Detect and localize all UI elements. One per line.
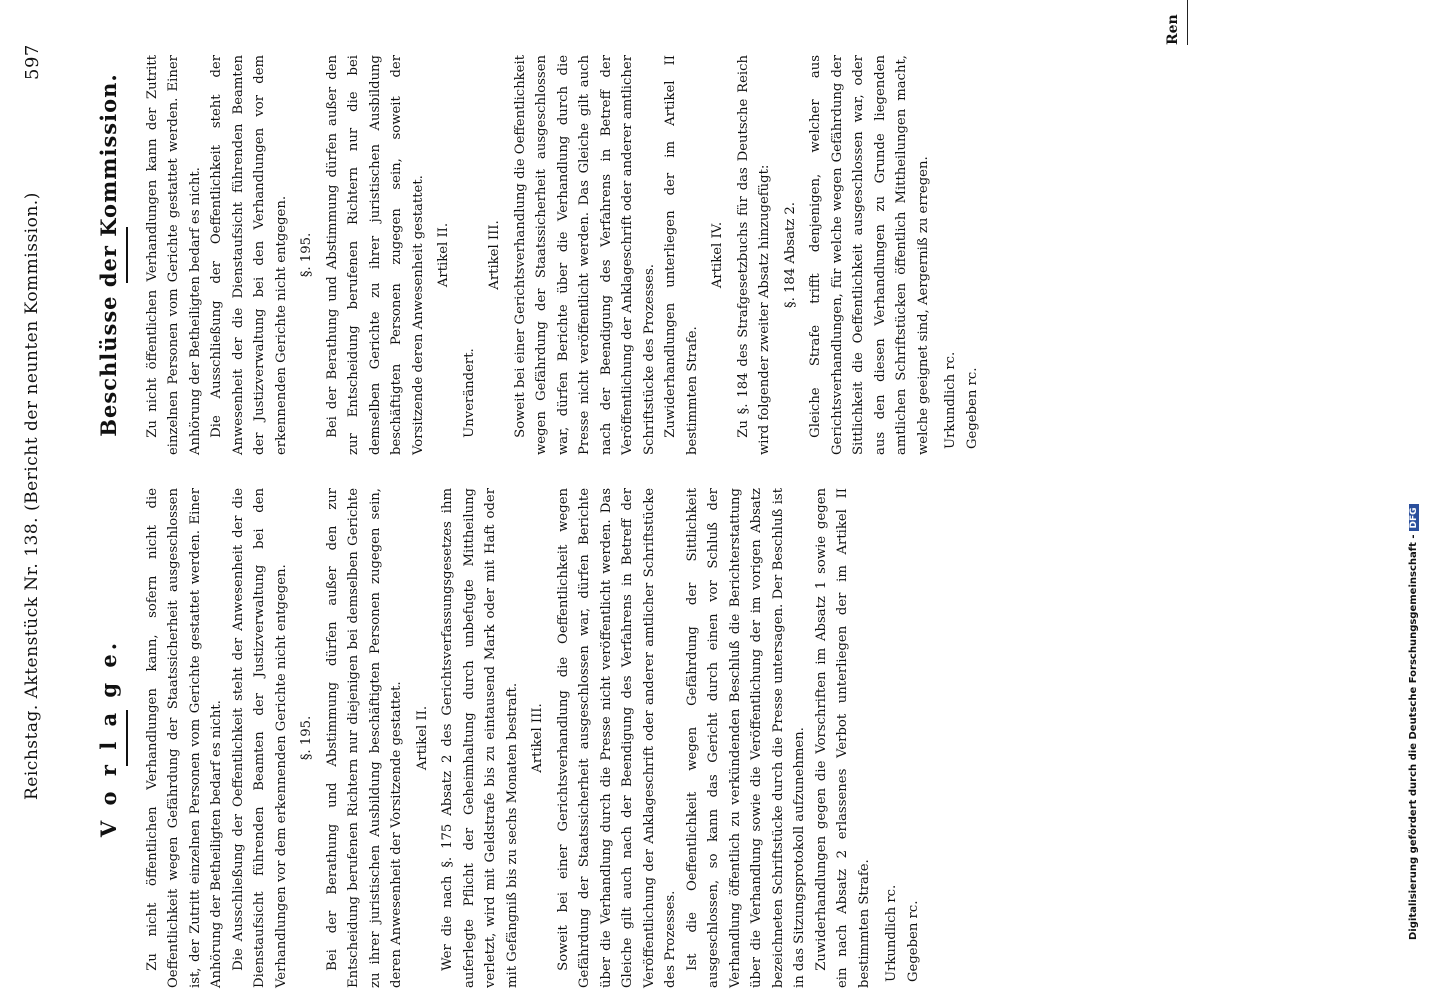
dfg-logo: DFG [1409,504,1419,531]
paragraph: Zuwiderhandlungen unterliegen der im Artikel II bestimmten Strafe. [663,55,700,455]
paragraph: Gleiche Strafe trifft denjenigen, welcher aus Gerichtsverhandlungen, für welche wegen Gefährdung der Sittlichkeit die Oeffentlichkeit ausgeschlossen war, oder aus den diesen Verhandlungen zu Grunde liegenden amtlichen Schriftstücken öffentlich Mittheilungen macht, welche geeignet sind, Aergerniß zu erregen. [808,55,931,455]
heading-rule [126,710,128,766]
edge-label: Ren [1165,0,1188,45]
heading-rule [126,227,128,283]
article-title: Artikel II. [414,705,430,771]
section-title: §. 195. [299,232,314,278]
paragraph: Ist die Oeffentlichkeit wegen Gefährdung der Sittlichkeit ausgeschlossen, so kann das Gericht durch einen vor Schluß der Verhandlung öffentlich zu verkündenden Beschluß die Berichterstattung über die Verhandlung sowie die Veröffentlichung der im vorigen Absatz bezeichneten Schriftstücke durch die Presse untersagen. Der Beschluß ist in das Sitzungsprotokoll aufzunehmen. [684,488,807,988]
article-title: Artikel III. [487,220,502,290]
article-title: Artikel III. [530,703,545,773]
paragraph: Soweit bei einer Gerichtsverhandlung die Oeffentlichkeit wegen Gefährdung der Staatssicherheit ausgeschlossen war, dürfen Berichte über die Verhandlung durch die Presse nicht veröffentlicht werden. Das Gleiche gilt auch nach der Beendigung des Verfahrens in Betreff der Veröffentlichung der Anklageschrift oder anderer amtlicher Schriftstücke des Prozesses. [512,55,657,455]
section-title: §. 195. [299,715,314,761]
paragraph: Bei der Berathung und Abstimmung dürfen außer den zur Entscheidung berufenen Richtern nur die bei demselben Gerichte zu ihrer juristischen Ausbildung beschäftigten Personen zugegen sein, soweit der Vorsitzende deren Anwesenheit gestattet. [324,55,426,455]
vorlage-heading: V o r l a g e. [96,638,121,838]
article-title: Artikel IV. [710,221,725,289]
paragraph: Bei der Berathung und Abstimmung dürfen außer den zur Entscheidung berufenen Richtern nur diejenigen bei demselben Gerichte zu ihrer juristischen Ausbildung beschäftigten Personen zugegen sein, deren Anwesenheit der Vorsitzende gestattet. [324,488,404,988]
page-number: 597 [22,44,43,80]
paragraph: Zu nicht öffentlichen Verhandlungen kann, sofern nicht die Oeffentlichkeit wegen Gefährdung der Staatssicherheit ausgeschlossen ist, der Zutritt einzelnen Personen vom Gerichte gestattet werden. Einer Anhörung der Betheiligten bedarf es nicht. [144,488,224,988]
digitization-note [1408,60,1426,940]
article-title: Artikel II. [436,222,451,288]
header-title: Reichstag. Aktenstück Nr. 138. (Bericht der neunten Kommission.) [22,192,42,800]
right-column-beschluesse [90,55,983,455]
signature-line: Gegeben rc. [964,367,980,449]
digitization-text: Digitalisierung gefördert durch die Deutsche Forschungsgemeinschaft - [1408,534,1419,940]
signature-line: Urkundlich rc. [884,884,899,982]
signature-line: Gegeben rc. [905,900,921,982]
paragraph: Zu §. 184 des Strafgesetzbuchs für das Deutsche Reich wird folgender zweiter Absatz hinzugefügt: [735,55,772,455]
paragraph: Die Ausschließung der Oeffentlichkeit steht der Anwesenheit der die Dienstaufsicht führenden Beamten der Justizverwaltung bei den Verhandlungen vor dem erkennenden Gerichte nicht entgegen. [209,55,289,455]
section-title: §. 184 Absatz 2. [782,202,798,308]
paragraph: Die Ausschließung der Oeffentlichkeit steht der Anwesenheit der die Dienstaufsicht führenden Beamten der Justizverwaltung bei den Verhandlungen vor dem erkennenden Gerichte nicht entgegen. [230,488,289,988]
beschluesse-heading: Beschlüsse der Kommission. [96,73,121,437]
left-column-vorlage [90,488,924,988]
paragraph: Unverändert. [461,348,477,438]
paragraph: Wer die nach §. 175 Absatz 2 des Gerichtsverfassungsgesetzes ihm auferlegte Pflicht der Geheimhaltung durch unbefugte Mittheilung verletzt, wird mit Geldstrafe bis zu eintausend Mark oder mit Haft oder mit Gefängniß bis zu sechs Monaten bestraft. [440,488,520,988]
signature-line: Urkundlich rc. [943,351,958,449]
paragraph: Zu nicht öffentlichen Verhandlungen kann der Zutritt einzelnen Personen vom Gerichte gestattet werden. Einer Anhörung der Betheiligten bedarf es nicht. [144,55,203,455]
paragraph: Soweit bei einer Gerichtsverhandlung die Oeffentlichkeit wegen Gefährdung der Staatssicherheit ausgeschlossen war, dürfen Berichte über die Verhandlung durch die Presse nicht veröffentlicht werden. Das Gleiche gilt auch nach der Beendigung des Verfahrens in Betreff der Veröffentlichung der Anklageschrift oder anderer amtlicher Schriftstücke des Prozesses. [555,488,678,988]
paragraph: Zuwiderhandlungen gegen die Vorschriften im Absatz 1 sowie gegen ein nach Absatz 2 erlassenes Verbot unterliegen der im Artikel II bestimmten Strafe. [813,488,872,988]
running-header [22,0,50,1000]
